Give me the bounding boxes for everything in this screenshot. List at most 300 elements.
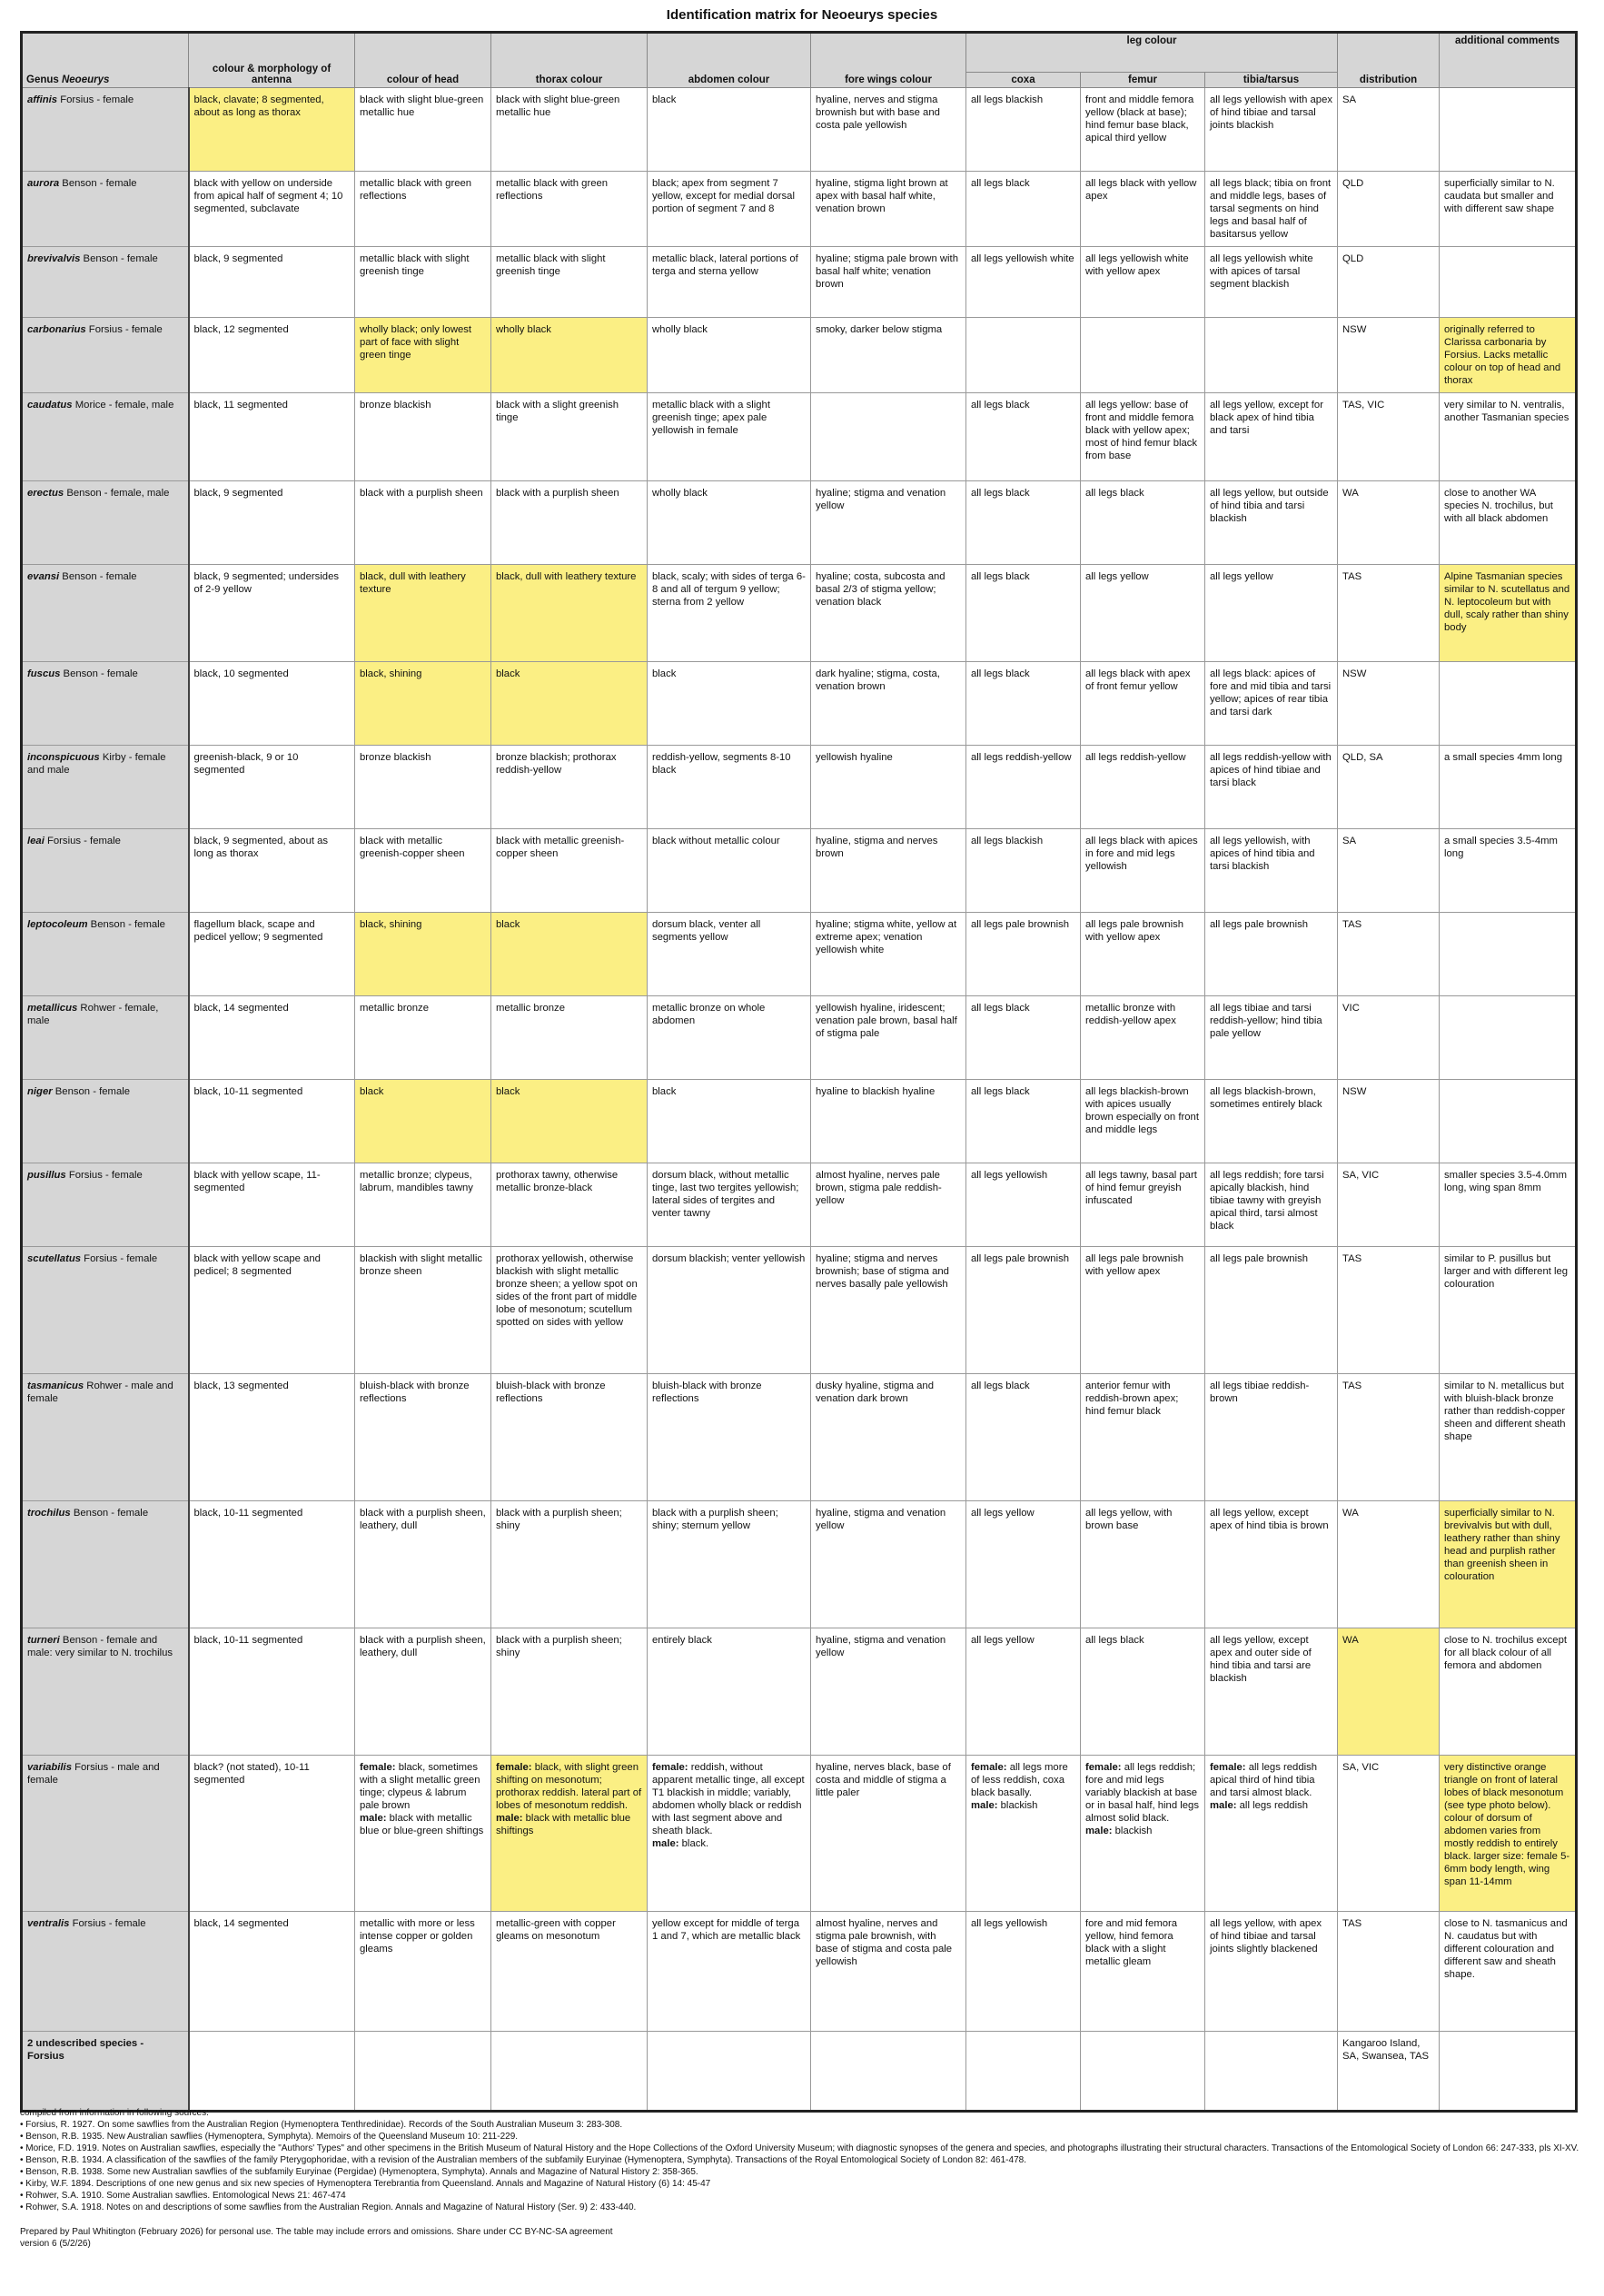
source-item: • Rohwer, S.A. 1910. Some Australian sawflies. Entomological News 21: 467-474 — [20, 2190, 1582, 2202]
wings-cell: hyaline to blackish hyaline — [811, 1080, 966, 1163]
species-row — [22, 481, 1577, 565]
coxa-cell: all legs black — [966, 172, 1081, 247]
species-author: Benson - female — [60, 668, 138, 679]
thorax-cell: metallic bronze — [491, 996, 648, 1080]
coxa-cell: all legs black — [966, 393, 1081, 481]
coxa-cell — [966, 318, 1081, 393]
tibia-cell: all legs black; tibia on front and middle legs, bases of tarsal segments on hind legs and basal half of basitarsus yellow — [1205, 172, 1338, 247]
comments-cell: very distinctive orange triangle on front of lateral lobes of black mesonotum (see type photo below). colour of dorsum of abdomen varies from mostly reddish to entirely black. larger size: female 5-6mm body length, wing span 11-14mm — [1440, 1756, 1577, 1912]
head-cell: wholly black; only lowest part of face with slight green tinge — [355, 318, 491, 393]
distribution-cell: WA — [1338, 1628, 1440, 1756]
abdomen-cell: dorsum blackish; venter yellowish — [648, 1247, 811, 1374]
head-cell: metallic bronze — [355, 996, 491, 1080]
comments-cell: similar to N. metallicus but with bluish-black bronze rather than reddish-copper sheen and different sheath shape — [1440, 1374, 1577, 1501]
femur-cell: all legs blackish-brown with apices usually brown especially on front and middle legs — [1081, 1080, 1205, 1163]
species-row — [22, 1912, 1577, 2032]
sex-label: male: — [971, 1800, 998, 1811]
antenna-cell: black? (not stated), 10-11 segmented — [189, 1756, 355, 1912]
species-row — [22, 1080, 1577, 1163]
species-author: Benson - female — [80, 253, 158, 264]
abdomen-cell: black, scaly; with sides of terga 6-8 and all of tergum 9 yellow; sterna from 2 yellow — [648, 565, 811, 662]
species-name: niger — [27, 1086, 53, 1097]
identification-matrix — [20, 31, 1575, 2113]
femur-cell: all legs yellowish white with yellow apex — [1081, 247, 1205, 318]
species-name-cell — [22, 481, 189, 565]
tibia-cell: all legs yellowish, with apices of hind tibia and tarsi blackish — [1205, 829, 1338, 913]
tibia-cell: all legs tibiae and tarsi reddish-yellow; hind tibia pale yellow — [1205, 996, 1338, 1080]
header-wings: fore wings colour — [811, 33, 966, 88]
header-antenna: colour & morphology of antenna — [189, 33, 355, 88]
sex-label: female: — [652, 1762, 688, 1773]
femur-cell — [1081, 2032, 1205, 2112]
version-note: version 6 (5/2/26) — [20, 2239, 91, 2249]
abdomen-cell: dorsum black, venter all segments yellow — [648, 913, 811, 996]
tibia-cell: all legs pale brownish — [1205, 1247, 1338, 1374]
antenna-cell: black, 12 segmented — [189, 318, 355, 393]
abdomen-cell: metallic black, lateral portions of terga and sterna yellow — [648, 247, 811, 318]
abdomen-cell: entirely black — [648, 1628, 811, 1756]
wings-cell: hyaline, stigma and nerves brown — [811, 829, 966, 913]
sources-intro: compiled from information in following sources: — [20, 2108, 209, 2118]
head-cell: black, shining — [355, 913, 491, 996]
head-cell: bronze blackish — [355, 746, 491, 829]
comments-cell — [1440, 913, 1577, 996]
tibia-cell: all legs yellowish with apex of hind tibiae and tarsal joints blackish — [1205, 88, 1338, 172]
comments-cell: close to N. tasmanicus and N. caudatus but with different colouration and different saw and sheath shape. — [1440, 1912, 1577, 2032]
tibia-cell: female: all legs reddish apical third of hind tibia and tarsi almost black. male: all legs reddish — [1205, 1756, 1338, 1912]
species-name: aurora — [27, 178, 60, 189]
distribution-cell: NSW — [1338, 662, 1440, 746]
coxa-cell: female: all legs more of less reddish, coxa black basally. male: blackish — [966, 1756, 1081, 1912]
femur-cell: female: all legs reddish; fore and mid legs variably blackish at base or in basal half, hind legs almost solid black. male: blackish — [1081, 1756, 1205, 1912]
antenna-cell: black, 10-11 segmented — [189, 1628, 355, 1756]
sex-label: female: — [971, 1762, 1007, 1773]
species-name: pusillus — [27, 1170, 66, 1181]
tibia-cell: all legs reddish-yellow with apices of hind tibiae and tarsi black — [1205, 746, 1338, 829]
coxa-cell: all legs black — [966, 996, 1081, 1080]
species-name-cell — [22, 247, 189, 318]
source-item: • Kirby, W.F. 1894. Descriptions of one new genus and six new species of Hymenoptera Terebrantia from Queensland. Annals and Magazine of Natural History (6) 14: 45-47 — [20, 2178, 1582, 2190]
species-name: leptocoleum — [27, 919, 88, 930]
coxa-cell: all legs yellow — [966, 1628, 1081, 1756]
species-name: trochilus — [27, 1508, 71, 1519]
abdomen-cell: metallic black with a slight greenish tinge; apex pale yellowish in female — [648, 393, 811, 481]
species-name: scutellatus — [27, 1253, 82, 1264]
species-author: Rohwer - female, male — [27, 1003, 159, 1026]
species-name-cell — [22, 1501, 189, 1628]
wings-cell — [811, 393, 966, 481]
species-name-cell — [22, 746, 189, 829]
femur-cell — [1081, 318, 1205, 393]
thorax-cell — [491, 2032, 648, 2112]
head-cell: black, shining — [355, 662, 491, 746]
comments-cell — [1440, 88, 1577, 172]
species-name-cell — [22, 318, 189, 393]
thorax-cell: black — [491, 1080, 648, 1163]
species-name-cell — [22, 829, 189, 913]
femur-cell: all legs yellow: base of front and middle femora black with yellow apex; most of hind femur black from base — [1081, 393, 1205, 481]
species-row — [22, 172, 1577, 247]
species-name-cell — [22, 996, 189, 1080]
species-author: Benson - female — [59, 178, 137, 189]
species-name: fuscus — [27, 668, 61, 679]
species-author: Morice - female, male — [72, 400, 174, 411]
femur-cell: all legs yellow, with brown base — [1081, 1501, 1205, 1628]
sex-label: male: — [1210, 1800, 1237, 1811]
species-row — [22, 1163, 1577, 1247]
species-name-cell — [22, 1912, 189, 2032]
thorax-cell: black with a purplish sheen — [491, 481, 648, 565]
sex-label: male: — [360, 1813, 387, 1824]
tibia-cell: all legs reddish; fore tarsi apically blackish, hind tibiae tawny with greyish apical third, tarsi almost black — [1205, 1163, 1338, 1247]
thorax-cell: metallic black with slight greenish tinge — [491, 247, 648, 318]
comments-cell — [1440, 1080, 1577, 1163]
source-item: • Benson, R.B. 1934. A classification of the sawflies of the family Pterygophoridae, with a revision of the Australian members of the subfamily Euryinae (Hymenoptera, Symphyta). Transactions of the Royal Entomological Society of London 82: 461-478. — [20, 2154, 1582, 2166]
head-cell: black — [355, 1080, 491, 1163]
abdomen-cell: yellow except for middle of terga 1 and 7, which are metallic black — [648, 1912, 811, 2032]
antenna-cell: black, 13 segmented — [189, 1374, 355, 1501]
species-author: Benson - female — [70, 1508, 149, 1519]
tibia-cell: all legs yellow, except apex and outer side of hind tibia and tarsi are blackish — [1205, 1628, 1338, 1756]
sex-label: female: — [496, 1762, 532, 1773]
tibia-cell: all legs yellow — [1205, 565, 1338, 662]
comments-cell — [1440, 662, 1577, 746]
distribution-cell: NSW — [1338, 318, 1440, 393]
wings-cell: hyaline; stigma and venation yellow — [811, 481, 966, 565]
head-cell: black with a purplish sheen — [355, 481, 491, 565]
species-author: Benson - female — [59, 571, 137, 582]
abdomen-cell: black; apex from segment 7 yellow, except for medial dorsal portion of segment 7 and 8 — [648, 172, 811, 247]
abdomen-cell: black — [648, 88, 811, 172]
antenna-cell — [189, 2032, 355, 2112]
source-item: • Morice, F.D. 1919. Notes on Australian sawflies, especially the "Authors' Types" and other specimens in the British Museum of Natural History and the Hope Collections of the Oxford University Museum; with diagnostic synopses of the genera and species, and photographs illustrating their structural characters. Transactions of the Entomological Society of London 66: 247-333, pls XI-XV. — [20, 2143, 1582, 2154]
species-name-cell — [22, 662, 189, 746]
species-row — [22, 1756, 1577, 1912]
distribution-cell: QLD — [1338, 172, 1440, 247]
tibia-cell: all legs blackish-brown, sometimes entirely black — [1205, 1080, 1338, 1163]
sex-label: male: — [652, 1838, 679, 1849]
femur-cell: metallic bronze with reddish-yellow apex — [1081, 996, 1205, 1080]
thorax-cell: metallic black with green reflections — [491, 172, 648, 247]
header-distribution: distribution — [1338, 33, 1440, 88]
species-name: ventralis — [27, 1918, 70, 1929]
antenna-cell: black, 9 segmented — [189, 481, 355, 565]
femur-cell: all legs tawny, basal part of hind femur greyish infuscated — [1081, 1163, 1205, 1247]
femur-cell: all legs reddish-yellow — [1081, 746, 1205, 829]
thorax-cell: metallic-green with copper gleams on mesonotum — [491, 1912, 648, 2032]
thorax-cell: black with a purplish sheen; shiny — [491, 1501, 648, 1628]
species-name-cell — [22, 913, 189, 996]
antenna-cell: black, clavate; 8 segmented, about as long as thorax — [189, 88, 355, 172]
species-name: 2 undescribed species - Forsius — [27, 2038, 144, 2062]
head-cell: female: black, sometimes with a slight metallic green tinge; clypeus & labrum pale brown male: black with metallic blue or blue-green shiftings — [355, 1756, 491, 1912]
wings-cell: yellowish hyaline — [811, 746, 966, 829]
wings-cell: hyaline, stigma and venation yellow — [811, 1628, 966, 1756]
femur-cell: all legs black with apex of front femur yellow — [1081, 662, 1205, 746]
species-row — [22, 1247, 1577, 1374]
species-row — [22, 1374, 1577, 1501]
wings-cell: almost hyaline, nerves pale brown, stigma pale reddish-yellow — [811, 1163, 966, 1247]
comments-cell: superficially similar to N. brevivalvis but with dull, leathery rather than shiny head and purplish rather than greenish sheen in colouration — [1440, 1501, 1577, 1628]
antenna-cell: black, 9 segmented; undersides of 2-9 yellow — [189, 565, 355, 662]
comments-cell: superficially similar to N. caudata but smaller and with different saw shape — [1440, 172, 1577, 247]
species-name: inconspicuous — [27, 752, 100, 763]
antenna-cell: black with yellow on underside from apical half of segment 4; 10 segmented, subclavate — [189, 172, 355, 247]
header-tibia: tibia/tarsus — [1205, 73, 1338, 88]
species-name-cell — [22, 2032, 189, 2112]
species-row — [22, 746, 1577, 829]
matrix-body — [22, 88, 1577, 2112]
footer — [20, 2107, 1582, 2250]
distribution-cell: SA — [1338, 829, 1440, 913]
species-name: turneri — [27, 1635, 60, 1646]
wings-cell: hyaline, stigma and venation yellow — [811, 1501, 966, 1628]
tibia-cell: all legs pale brownish — [1205, 913, 1338, 996]
abdomen-cell: wholly black — [648, 318, 811, 393]
femur-cell: all legs black with yellow apex — [1081, 172, 1205, 247]
thorax-cell: black with metallic greenish-copper sheen — [491, 829, 648, 913]
header-leg-colour: leg colour — [966, 33, 1338, 73]
species-name: erectus — [27, 488, 64, 499]
head-cell: blackish with slight metallic bronze sheen — [355, 1247, 491, 1374]
page-title: Identification matrix for Neoeurys species — [666, 7, 938, 23]
distribution-cell: SA — [1338, 88, 1440, 172]
coxa-cell: all legs black — [966, 1374, 1081, 1501]
species-author: Benson - female and male: very similar to N. trochilus — [27, 1635, 173, 1658]
species-author: Benson - female — [87, 919, 165, 930]
distribution-cell: TAS, VIC — [1338, 393, 1440, 481]
femur-cell: all legs black with apices in fore and mid legs yellowish — [1081, 829, 1205, 913]
species-name-cell — [22, 172, 189, 247]
species-row — [22, 996, 1577, 1080]
thorax-cell: prothorax tawny, otherwise metallic bronze-black — [491, 1163, 648, 1247]
species-name-cell — [22, 1080, 189, 1163]
antenna-cell: black, 10-11 segmented — [189, 1080, 355, 1163]
antenna-cell: black, 14 segmented — [189, 996, 355, 1080]
antenna-cell: black with yellow scape, 11-segmented — [189, 1163, 355, 1247]
coxa-cell: all legs pale brownish — [966, 1247, 1081, 1374]
comments-cell: a small species 4mm long — [1440, 746, 1577, 829]
head-cell: black, dull with leathery texture — [355, 565, 491, 662]
thorax-cell: bluish-black with bronze reflections — [491, 1374, 648, 1501]
femur-cell: all legs black — [1081, 1628, 1205, 1756]
coxa-cell: all legs blackish — [966, 88, 1081, 172]
thorax-cell: black — [491, 913, 648, 996]
species-name: evansi — [27, 571, 60, 582]
abdomen-cell: reddish-yellow, segments 8-10 black — [648, 746, 811, 829]
header-comments: additional comments — [1440, 33, 1577, 88]
species-row — [22, 913, 1577, 996]
tibia-cell: all legs yellow, with apex of hind tibiae and tarsal joints slightly blackened — [1205, 1912, 1338, 2032]
species-name-cell — [22, 565, 189, 662]
wings-cell: smoky, darker below stigma — [811, 318, 966, 393]
species-name: variabilis — [27, 1762, 72, 1773]
abdomen-cell: bluish-black with bronze reflections — [648, 1374, 811, 1501]
species-author: Benson - female — [52, 1086, 131, 1097]
distribution-cell: QLD — [1338, 247, 1440, 318]
head-cell: metallic with more or less intense copper or golden gleams — [355, 1912, 491, 2032]
species-author: Kirby - female and male — [27, 752, 166, 776]
coxa-cell: all legs pale brownish — [966, 913, 1081, 996]
coxa-cell: all legs black — [966, 565, 1081, 662]
species-name: carbonarius — [27, 324, 86, 335]
antenna-cell: black, 9 segmented, about as long as thorax — [189, 829, 355, 913]
sex-label: female: — [1085, 1762, 1122, 1773]
comments-cell — [1440, 996, 1577, 1080]
distribution-cell: WA — [1338, 1501, 1440, 1628]
species-name-cell — [22, 393, 189, 481]
distribution-cell: NSW — [1338, 1080, 1440, 1163]
wings-cell: hyaline, stigma light brown at apex with basal half white, venation brown — [811, 172, 966, 247]
thorax-cell: black — [491, 662, 648, 746]
species-row — [22, 565, 1577, 662]
coxa-cell: all legs yellowish — [966, 1912, 1081, 2032]
species-row — [22, 1501, 1577, 1628]
femur-cell: anterior femur with reddish-brown apex; hind femur black — [1081, 1374, 1205, 1501]
antenna-cell: black with yellow scape and pedicel; 8 segmented — [189, 1247, 355, 1374]
distribution-cell: TAS — [1338, 913, 1440, 996]
abdomen-cell: metallic bronze on whole abdomen — [648, 996, 811, 1080]
head-cell: metallic bronze; clypeus, labrum, mandibles tawny — [355, 1163, 491, 1247]
species-author: Rohwer - male and female — [27, 1381, 173, 1404]
antenna-cell: flagellum black, scape and pedicel yellow; 9 segmented — [189, 913, 355, 996]
wings-cell — [811, 2032, 966, 2112]
header-thorax: thorax colour — [491, 33, 648, 88]
species-row — [22, 88, 1577, 172]
wings-cell: hyaline; stigma pale brown with basal half white; venation brown — [811, 247, 966, 318]
species-name: caudatus — [27, 400, 73, 411]
source-item: • Benson, R.B. 1935. New Australian sawflies (Hymenoptera, Symphyta). Memoirs of the Queensland Museum 10: 211-229. — [20, 2131, 1582, 2143]
comments-cell: Alpine Tasmanian species similar to N. scutellatus and N. leptocoleum but with dull, scaly rather than shiny body — [1440, 565, 1577, 662]
tibia-cell: all legs black: apices of fore and mid tibia and tarsi yellow; apices of rear tibia and tarsi dark — [1205, 662, 1338, 746]
species-name-cell — [22, 1163, 189, 1247]
distribution-cell: QLD, SA — [1338, 746, 1440, 829]
distribution-cell: SA, VIC — [1338, 1756, 1440, 1912]
species-name: affinis — [27, 94, 58, 105]
tibia-cell: all legs yellow, except for black apex of hind tibia and tarsi — [1205, 393, 1338, 481]
species-author: Forsius - female — [81, 1253, 158, 1264]
header-abdomen: abdomen colour — [648, 33, 811, 88]
head-cell: bronze blackish — [355, 393, 491, 481]
abdomen-cell: wholly black — [648, 481, 811, 565]
femur-cell: all legs black — [1081, 481, 1205, 565]
thorax-cell: black with slight blue-green metallic hue — [491, 88, 648, 172]
femur-cell: all legs pale brownish with yellow apex — [1081, 1247, 1205, 1374]
wings-cell: hyaline; costa, subcosta and basal 2/3 of stigma yellow; venation black — [811, 565, 966, 662]
wings-cell: hyaline, nerves black, base of costa and middle of stigma a little paler — [811, 1756, 966, 1912]
head-cell: bluish-black with bronze reflections — [355, 1374, 491, 1501]
species-name-cell — [22, 88, 189, 172]
head-cell: black with a purplish sheen, leathery, dull — [355, 1628, 491, 1756]
head-cell — [355, 2032, 491, 2112]
wings-cell: hyaline; stigma white, yellow at extreme apex; venation yellowish white — [811, 913, 966, 996]
coxa-cell: all legs blackish — [966, 829, 1081, 913]
comments-cell: close to N. trochilus except for all black colour of all femora and abdomen — [1440, 1628, 1577, 1756]
comments-cell: very similar to N. ventralis, another Tasmanian species — [1440, 393, 1577, 481]
tibia-cell: all legs yellow, but outside of hind tibia and tarsi blackish — [1205, 481, 1338, 565]
thorax-cell: bronze blackish; prothorax reddish-yellow — [491, 746, 648, 829]
species-row — [22, 2032, 1577, 2112]
head-cell: black with metallic greenish-copper sheen — [355, 829, 491, 913]
comments-cell — [1440, 247, 1577, 318]
species-name-cell — [22, 1756, 189, 1912]
species-row — [22, 1628, 1577, 1756]
distribution-cell: TAS — [1338, 1247, 1440, 1374]
wings-cell: yellowish hyaline, iridescent; venation pale brown, basal half of stigma pale — [811, 996, 966, 1080]
source-item: • Forsius, R. 1927. On some sawflies from the Australian Region (Hymenoptera Tenthredinidae). Records of the South Australian Museum 3: 283-308. — [20, 2119, 1582, 2131]
sources-list — [20, 2119, 1582, 2213]
wings-cell: hyaline, nerves and stigma brownish but with base and costa pale yellowish — [811, 88, 966, 172]
header-genus: Genus Neoeurys — [22, 33, 189, 88]
wings-cell: dark hyaline; stigma, costa, venation brown — [811, 662, 966, 746]
antenna-cell: black, 10 segmented — [189, 662, 355, 746]
comments-cell: originally referred to Clarissa carbonaria by Forsius. Lacks metallic colour on top of head and thorax — [1440, 318, 1577, 393]
sex-label: male: — [496, 1813, 523, 1824]
species-author: Forsius - female — [44, 836, 121, 846]
antenna-cell: black, 10-11 segmented — [189, 1501, 355, 1628]
tibia-cell — [1205, 2032, 1338, 2112]
species-name: metallicus — [27, 1003, 78, 1014]
species-author: Forsius - female — [69, 1918, 146, 1929]
distribution-cell: WA — [1338, 481, 1440, 565]
coxa-cell: all legs black — [966, 1080, 1081, 1163]
header-femur: femur — [1081, 73, 1205, 88]
head-cell: black with slight blue-green metallic hue — [355, 88, 491, 172]
femur-cell: front and middle femora yellow (black at base); hind femur base black, apical third yellow — [1081, 88, 1205, 172]
source-item: • Rohwer, S.A. 1918. Notes on and descriptions of some sawflies from the Australian Region. Annals and Magazine of Natural History (Ser. 9) 2: 433-440. — [20, 2202, 1582, 2213]
head-cell: metallic black with slight greenish tinge — [355, 247, 491, 318]
comments-cell: similar to P. pusillus but larger and with different leg colouration — [1440, 1247, 1577, 1374]
species-row — [22, 393, 1577, 481]
wings-cell: hyaline; stigma and nerves brownish; base of stigma and nerves basally pale yellowish — [811, 1247, 966, 1374]
species-row — [22, 829, 1577, 913]
sex-label: male: — [1085, 1826, 1113, 1836]
wings-cell: dusky hyaline, stigma and venation dark brown — [811, 1374, 966, 1501]
thorax-cell: female: black, with slight green shifting on mesonotum; prothorax reddish. lateral part of lobes of mesonotum reddish. male: black with metallic blue shiftings — [491, 1756, 648, 1912]
abdomen-cell: black without metallic colour — [648, 829, 811, 913]
sex-label: female: — [360, 1762, 396, 1773]
distribution-cell: VIC — [1338, 996, 1440, 1080]
coxa-cell: all legs yellowish — [966, 1163, 1081, 1247]
header-coxa: coxa — [966, 73, 1081, 88]
thorax-cell: black with a purplish sheen; shiny — [491, 1628, 648, 1756]
species-name-cell — [22, 1374, 189, 1501]
femur-cell: all legs yellow — [1081, 565, 1205, 662]
comments-cell: smaller species 3.5-4.0mm long, wing span 8mm — [1440, 1163, 1577, 1247]
thorax-cell: prothorax yellowish, otherwise blackish with slight metallic bronze sheen; a yellow spot on sides of the front part of middle lobe of mesonotum; scutellum spotted on sides with yellow — [491, 1247, 648, 1374]
distribution-cell: TAS — [1338, 1912, 1440, 2032]
abdomen-cell: black with a purplish sheen; shiny; sternum yellow — [648, 1501, 811, 1628]
species-name: leai — [27, 836, 45, 846]
comments-cell: a small species 3.5-4mm long — [1440, 829, 1577, 913]
tibia-cell: all legs tibiae reddish-brown — [1205, 1374, 1338, 1501]
source-item: • Benson, R.B. 1938. Some new Australian sawflies of the subfamily Euryinae (Pergidae) (Hymenoptera, Symphyta). Annals and Magazine of Natural History 2: 358-365. — [20, 2166, 1582, 2178]
head-cell: black with a purplish sheen, leathery, dull — [355, 1501, 491, 1628]
coxa-cell: all legs black — [966, 662, 1081, 746]
species-name-cell — [22, 1247, 189, 1374]
tibia-cell: all legs yellowish white with apices of tarsal segment blackish — [1205, 247, 1338, 318]
thorax-cell: black, dull with leathery texture — [491, 565, 648, 662]
species-author: Forsius - female — [65, 1170, 143, 1181]
thorax-cell: black with a slight greenish tinge — [491, 393, 648, 481]
coxa-cell: all legs yellow — [966, 1501, 1081, 1628]
femur-cell: fore and mid femora yellow, hind femora black with a slight metallic gleam — [1081, 1912, 1205, 2032]
species-name-cell — [22, 1628, 189, 1756]
thorax-cell: wholly black — [491, 318, 648, 393]
tibia-cell — [1205, 318, 1338, 393]
wings-cell: almost hyaline, nerves and stigma pale brownish, with base of stigma and costa pale yellowish — [811, 1912, 966, 2032]
species-row — [22, 662, 1577, 746]
